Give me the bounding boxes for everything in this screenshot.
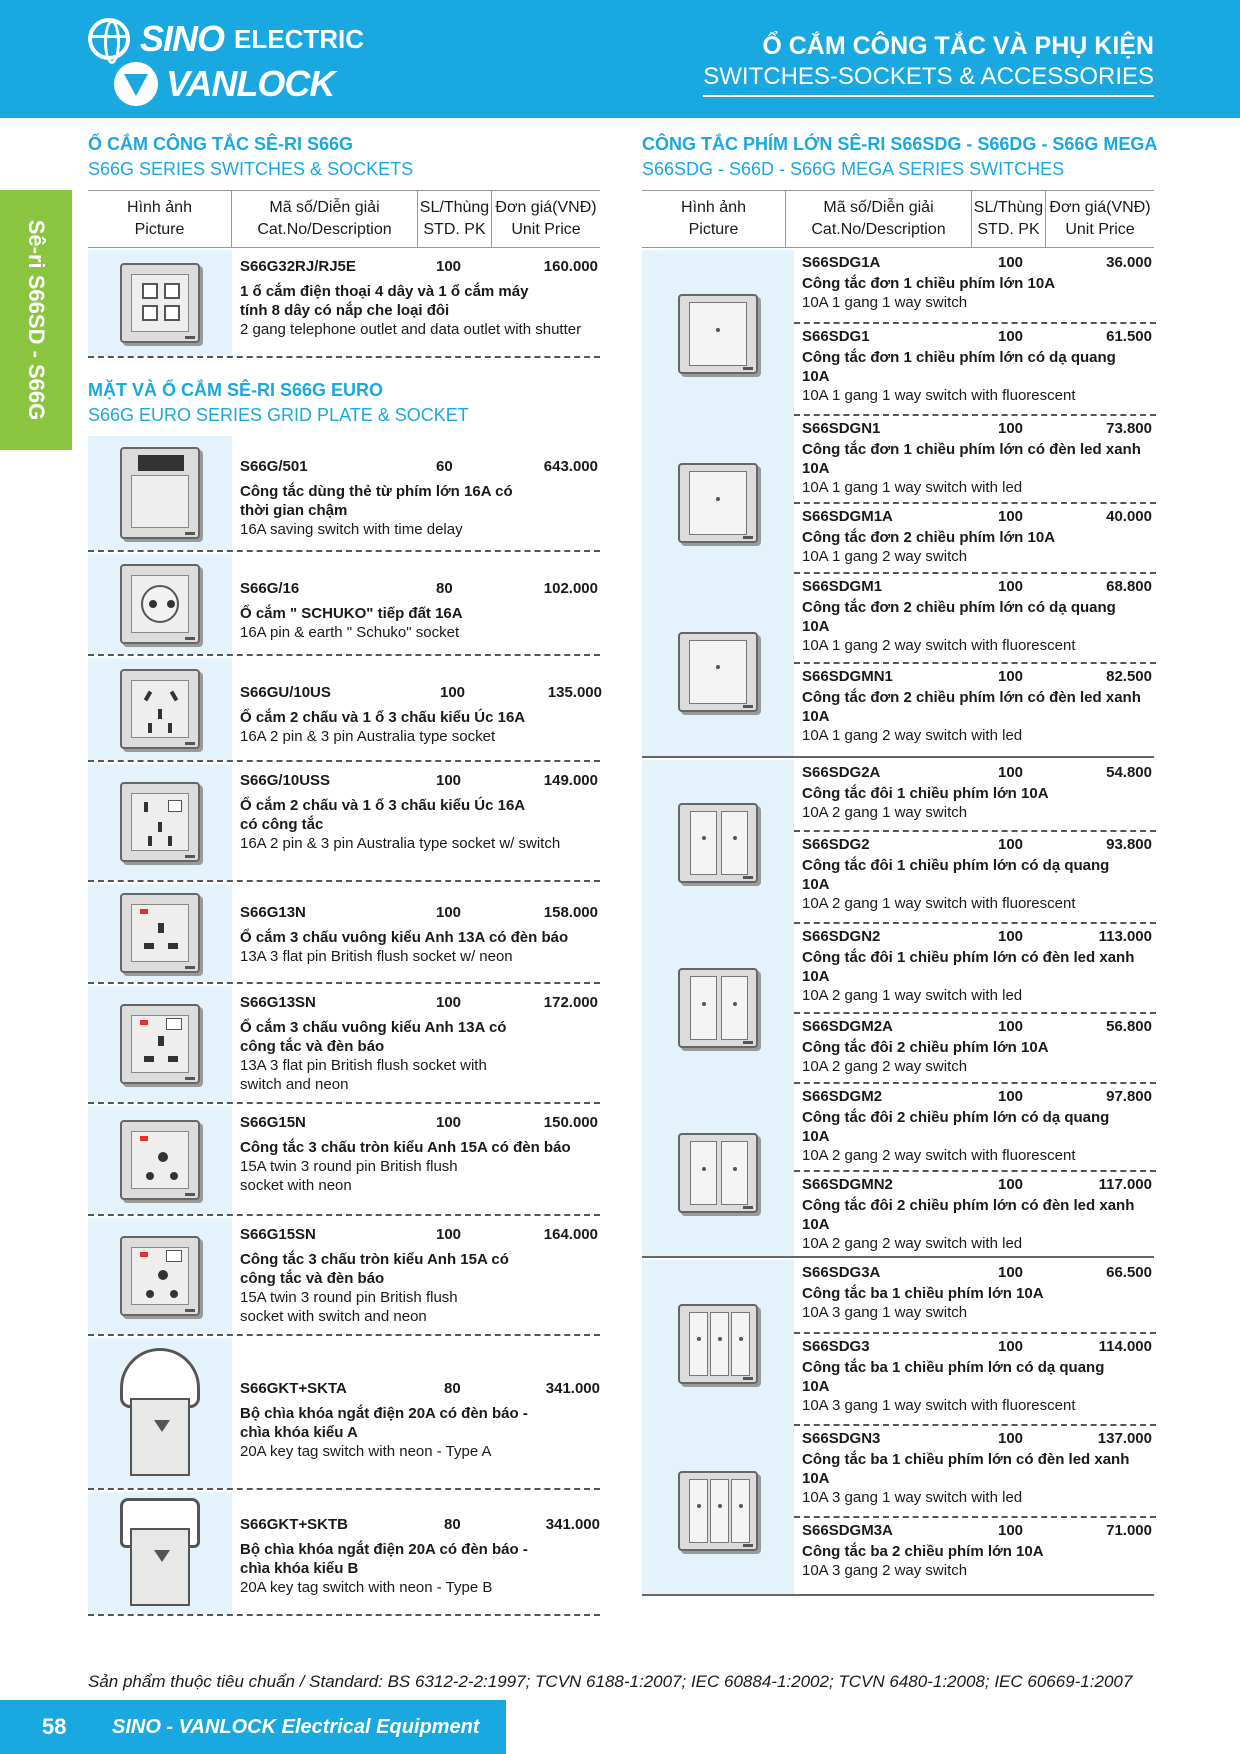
product-desc-en: 10A 2 gang 1 way switch with led (802, 987, 1023, 1004)
product-price: 61.500 (1106, 328, 1152, 345)
product-item (794, 1518, 1156, 1588)
product-code: S66GKT+SKTB (240, 1516, 348, 1533)
product-desc-en: 10A 3 gang 1 way switch with led (802, 1489, 1023, 1506)
product-item (794, 324, 1156, 416)
product-price: 114.000 (1098, 1338, 1152, 1355)
col-picture-en: Picture (134, 221, 185, 238)
data-outlet-icon (120, 263, 200, 343)
product-code: S66SDGMN2 (802, 1176, 893, 1193)
header-bar (0, 0, 1240, 118)
product-info (232, 764, 600, 880)
product-desc-vn: Ổ cắm 2 chấu và 1 ổ 3 chấu kiểu Úc 16A có công tắc (240, 797, 525, 833)
product-qty: 80 (436, 580, 453, 597)
product-desc-vn: Ổ cắm 2 chấu và 1 ổ 3 chấu kiểu Úc 16A (240, 709, 526, 726)
product-item (794, 1260, 1156, 1334)
section-title-en: S66SDG - S66D - S66G MEGA SERIES SWITCHES (642, 159, 1065, 179)
product-items (794, 250, 1156, 756)
footer-bar (0, 1700, 506, 1754)
product-info (232, 554, 600, 654)
col-desc-vn: Mã số/Diễn giải (269, 199, 380, 216)
product-price: 82.500 (1106, 668, 1152, 685)
col-desc-vn: Mã số/Diễn giải (823, 199, 934, 216)
product-desc-en: 15A twin 3 round pin British flush socket with neon (240, 1158, 458, 1194)
product-code: S66G13N (240, 904, 306, 921)
product-desc-vn: Công tắc 3 chấu tròn kiểu Anh 15A có đèn báo (240, 1139, 571, 1156)
product-price: 68.800 (1106, 578, 1152, 595)
product-code: S66SDGN2 (802, 928, 881, 945)
product-pictures (642, 1260, 794, 1594)
side-tab-label: Sê-ri S66SD - S66G (24, 219, 49, 421)
product-price: 135.000 (547, 684, 602, 701)
switch-2-gang-icon (678, 1133, 758, 1213)
product-code: S66G/501 (240, 458, 308, 475)
product-desc-vn: Công tắc ba 2 chiều phím lớn 10A (802, 1543, 1044, 1560)
australia-switched-socket-icon (120, 782, 200, 862)
product-desc-en: 16A pin & earth " Schuko" socket (240, 624, 460, 641)
product-picture (88, 1106, 232, 1214)
product-item (794, 504, 1156, 574)
product-row (88, 986, 600, 1104)
col-qty-en: STD. PK (977, 221, 1040, 238)
product-desc-vn: Công tắc ba 1 chiều phím lớn 10A (802, 1285, 1044, 1302)
product-code: S66SDG2A (802, 764, 881, 781)
product-row (88, 764, 600, 882)
side-tab (0, 190, 72, 450)
product-row (88, 884, 600, 984)
product-price: 160.000 (543, 258, 598, 275)
product-picture (88, 1338, 232, 1488)
product-qty: 80 (444, 1380, 461, 1397)
product-desc-vn: Công tắc 3 chấu tròn kiểu Anh 15A có công tắc và đèn báo (240, 1251, 509, 1287)
product-qty: 100 (436, 772, 462, 789)
product-desc-vn: Công tắc ba 1 chiều phím lớn có dạ quang 10A (802, 1359, 1105, 1395)
product-code: S66GKT+SKTA (240, 1380, 347, 1397)
switch-2-gang-icon (678, 968, 758, 1048)
col-picture-en: Picture (688, 221, 739, 238)
product-desc-en: 2 gang telephone outlet and data outlet with shutter (240, 321, 582, 338)
product-desc-vn: Công tắc đơn 2 chiều phím lớn có đèn led xanh 10A (802, 689, 1141, 725)
switch-1-gang-icon (678, 294, 758, 374)
product-row (88, 250, 600, 358)
product-info (232, 1338, 600, 1488)
product-price: 341.000 (545, 1380, 600, 1397)
product-desc-en: 20A key tag switch with neon - Type B (240, 1579, 493, 1596)
product-qty: 100 (436, 1114, 462, 1131)
product-price: 56.800 (1106, 1018, 1152, 1035)
product-code: S66G15N (240, 1114, 306, 1131)
product-row (88, 554, 600, 656)
product-desc-en: 10A 3 gang 1 way switch (802, 1304, 968, 1321)
product-qty: 100 (998, 764, 1024, 781)
product-qty: 100 (998, 1522, 1024, 1539)
product-desc-vn: Công tắc đôi 2 chiều phím lớn 10A (802, 1039, 1049, 1056)
product-item (794, 1014, 1156, 1084)
product-desc-en: 15A twin 3 round pin British flush socket with switch and neon (240, 1289, 458, 1325)
product-desc-vn: Ổ cắm 3 chấu vuông kiểu Anh 13A có công tắc và đèn báo (240, 1019, 507, 1055)
col-picture (642, 191, 786, 247)
product-price: 164.000 (543, 1226, 598, 1243)
product-desc-vn: 1 ổ cắm điện thoại 4 dây và 1 ổ cắm máy tính 8 dây có nắp che loại đôi (240, 283, 529, 319)
product-group-1-gang (642, 250, 1154, 758)
product-price: 71.000 (1106, 1522, 1152, 1539)
col-picture (88, 191, 232, 247)
product-items (794, 760, 1156, 1256)
product-code: S66SDGM1A (802, 508, 893, 525)
product-desc-en: 10A 1 gang 2 way switch with led (802, 727, 1023, 744)
british-switched-socket-icon (120, 1004, 200, 1084)
product-qty: 60 (436, 458, 453, 475)
vanlock-logo (114, 62, 334, 106)
schuko-socket-icon (120, 564, 200, 644)
product-desc-vn: Công tắc đơn 1 chiều phím lớn có đèn led xanh 10A (802, 441, 1141, 477)
switch-3-gang-icon (678, 1471, 758, 1551)
product-qty: 100 (998, 1018, 1024, 1035)
product-item (794, 1084, 1156, 1172)
product-info (232, 436, 600, 550)
col-description (786, 191, 972, 247)
product-desc-vn: Công tắc đôi 1 chiều phím lớn có dạ quang 10A (802, 857, 1110, 893)
col-description (232, 191, 418, 247)
product-price: 172.000 (543, 994, 598, 1011)
product-desc-vn: Công tắc đơn 1 chiều phím lớn có dạ quang 10A (802, 349, 1116, 385)
product-qty: 100 (436, 1226, 462, 1243)
product-qty: 100 (436, 994, 462, 1011)
product-info (232, 658, 602, 760)
col-price-en: Unit Price (511, 221, 581, 238)
product-price: 117.000 (1098, 1176, 1152, 1193)
product-qty: 100 (998, 928, 1024, 945)
product-price: 102.000 (543, 580, 598, 597)
product-pictures (642, 250, 794, 756)
product-info (232, 986, 600, 1102)
product-price: 97.800 (1106, 1088, 1152, 1105)
section-title-en: S66G EURO SERIES GRID PLATE & SOCKET (88, 405, 469, 425)
product-qty: 100 (998, 1264, 1024, 1281)
product-item (794, 1426, 1156, 1518)
product-price: 137.000 (1097, 1430, 1152, 1447)
product-qty: 100 (998, 1430, 1024, 1447)
col-picture-vn: Hình ảnh (681, 199, 746, 216)
product-row (88, 1492, 600, 1616)
brand-vanlock: VANLOCK (166, 63, 335, 104)
product-qty: 100 (436, 258, 462, 275)
product-code: S66SDGM3A (802, 1522, 893, 1539)
product-qty: 100 (998, 836, 1024, 853)
product-picture (88, 884, 232, 982)
product-desc-en: 10A 1 gang 1 way switch with fluorescent (802, 387, 1076, 404)
page-title-en: SWITCHES-SOCKETS & ACCESSORIES (703, 63, 1154, 97)
product-desc-vn: Công tắc đôi 1 chiều phím lớn 10A (802, 785, 1049, 802)
product-group-2-gang (642, 760, 1154, 1258)
product-code: S66SDG3A (802, 1264, 881, 1281)
product-picture (88, 764, 232, 880)
product-code: S66SDG1A (802, 254, 881, 271)
product-desc-en: 10A 2 gang 2 way switch with fluorescent (802, 1147, 1076, 1164)
product-desc-vn: Công tắc đơn 2 chiều phím lớn có dạ quang 10A (802, 599, 1116, 635)
product-desc-vn: Bộ chìa khóa ngắt điện 20A có đèn báo - chìa khóa kiểu A (240, 1405, 528, 1441)
product-item (794, 832, 1156, 924)
product-desc-en: 10A 2 gang 2 way switch (802, 1058, 968, 1075)
product-desc-vn: Công tắc đơn 2 chiều phím lớn 10A (802, 529, 1056, 546)
product-code: S66G/10USS (240, 772, 331, 789)
product-code: S66SDGMN1 (802, 668, 893, 685)
product-qty: 100 (998, 254, 1024, 271)
product-item (794, 416, 1156, 504)
product-price: 341.000 (545, 1516, 600, 1533)
product-desc-en: 20A key tag switch with neon - Type A (240, 1443, 492, 1460)
product-picture (88, 658, 232, 760)
product-price: 150.000 (543, 1114, 598, 1131)
product-code: S66SDGN1 (802, 420, 881, 437)
product-desc-en: 10A 1 gang 1 way switch with led (802, 479, 1023, 496)
product-qty: 100 (998, 1088, 1024, 1105)
product-info (232, 1218, 600, 1334)
product-picture (88, 554, 232, 654)
product-item (794, 760, 1156, 832)
product-price: 73.800 (1106, 420, 1152, 437)
product-desc-vn: Công tắc dùng thẻ từ phím lớn 16A có thời gian chậm (240, 483, 513, 519)
standards-note: Sản phẩm thuộc tiêu chuẩn / Standard: BS 6312-2-2:1997; TCVN 6188-1:2007; IEC 60884-1:2002; TCVN 6480-1:2008; IEC 60669-1:2007 (88, 1672, 1133, 1691)
switch-1-gang-icon (678, 463, 758, 543)
product-row (88, 1106, 600, 1216)
product-desc-en: 10A 1 gang 1 way switch (802, 294, 968, 311)
product-desc-vn: Bộ chìa khóa ngắt điện 20A có đèn báo - chìa khóa kiểu B (240, 1541, 528, 1577)
product-desc-vn: Công tắc đôi 2 chiều phím lớn có dạ quang 10A (802, 1109, 1110, 1145)
product-desc-vn: Công tắc đôi 2 chiều phím lớn có đèn led xanh 10A (802, 1197, 1135, 1233)
page-number: 58 (42, 1714, 67, 1739)
product-desc-en: 13A 3 flat pin British flush socket with switch and neon (240, 1057, 487, 1093)
left-section-heading (88, 134, 413, 180)
product-price: 113.000 (1098, 928, 1152, 945)
section-title-vn: Ổ CẮM CÔNG TẮC SÊ-RI S66G (88, 134, 354, 154)
switch-3-gang-icon (678, 1304, 758, 1384)
product-price: 158.000 (543, 904, 598, 921)
product-desc-en: 10A 1 gang 2 way switch with fluorescent (802, 637, 1076, 654)
product-code: S66SDGN3 (802, 1430, 881, 1447)
product-desc-vn: Ổ cắm 3 chấu vuông kiểu Anh 13A có đèn báo (240, 929, 569, 946)
product-info (232, 1492, 600, 1614)
product-desc-en: 10A 2 gang 1 way switch (802, 804, 968, 821)
col-qty-en: STD. PK (423, 221, 486, 238)
switch-2-gang-icon (678, 803, 758, 883)
product-picture (88, 1492, 232, 1614)
key-tag-b-icon (110, 1498, 210, 1608)
product-desc-en: 10A 1 gang 2 way switch (802, 548, 968, 565)
col-price-vn: Đơn giá(VNĐ) (1049, 199, 1151, 216)
british-socket-icon (120, 893, 200, 973)
product-desc-vn: Công tắc ba 1 chiều phím lớn có đèn led xanh 10A (802, 1451, 1130, 1487)
product-row (88, 1338, 600, 1490)
australia-socket-icon (120, 669, 200, 749)
product-code: S66G15SN (240, 1226, 316, 1243)
product-price: 66.500 (1106, 1264, 1152, 1281)
col-qty-vn: SL/Thùng (973, 199, 1044, 216)
product-row (88, 436, 600, 552)
product-desc-en: 10A 2 gang 1 way switch with fluorescent (802, 895, 1076, 912)
product-price: 643.000 (543, 458, 598, 475)
product-item (794, 664, 1156, 754)
col-qty-vn: SL/Thùng (419, 199, 490, 216)
product-item (794, 1172, 1156, 1256)
product-price: 149.000 (543, 772, 598, 789)
product-code: S66SDG1 (802, 328, 870, 345)
product-code: S66SDG2 (802, 836, 870, 853)
left-table-header (88, 190, 600, 248)
product-desc-vn: Công tắc đơn 1 chiều phím lớn 10A (802, 275, 1056, 292)
col-price (492, 191, 600, 247)
page-title-vn: Ổ CẮM CÔNG TẮC VÀ PHỤ KIỆN (762, 32, 1154, 60)
col-price-vn: Đơn giá(VNĐ) (495, 199, 597, 216)
product-qty: 80 (444, 1516, 461, 1533)
col-picture-vn: Hình ảnh (127, 199, 192, 216)
round-pin-socket-icon (120, 1120, 200, 1200)
product-qty: 100 (998, 328, 1024, 345)
product-code: S66SDGM2A (802, 1018, 893, 1035)
product-desc-en: 16A 2 pin & 3 pin Australia type socket w/ switch (240, 835, 561, 852)
product-item (794, 924, 1156, 1014)
product-desc-vn: Công tắc đôi 1 chiều phím lớn có đèn led xanh 10A (802, 949, 1135, 985)
product-code: S66G13SN (240, 994, 316, 1011)
product-qty: 100 (998, 1338, 1024, 1355)
product-qty: 100 (436, 904, 462, 921)
section-title-vn: CÔNG TẮC PHÍM LỚN SÊ-RI S66SDG - S66DG - S66G MEGA (642, 134, 1158, 154)
product-code: S66G/16 (240, 580, 300, 597)
product-item (794, 574, 1156, 664)
right-section-heading (642, 134, 1157, 180)
product-desc-en: 10A 3 gang 2 way switch (802, 1562, 968, 1579)
product-qty: 100 (998, 668, 1024, 685)
col-qty (418, 191, 492, 247)
product-desc-en: 16A saving switch with time delay (240, 521, 463, 538)
product-items (794, 1260, 1156, 1594)
product-qty: 100 (998, 578, 1024, 595)
switch-1-gang-icon (678, 632, 758, 712)
left-section-heading-2 (88, 380, 469, 426)
product-picture (88, 250, 232, 356)
vanlock-mark-icon (114, 62, 158, 106)
product-price: 93.800 (1106, 836, 1152, 853)
product-code: S66SDGM2 (802, 1088, 883, 1105)
right-table-header (642, 190, 1154, 248)
product-item (794, 1334, 1156, 1426)
product-row (88, 1218, 600, 1336)
globe-icon (88, 18, 130, 60)
product-desc-en: 10A 2 gang 2 way switch with led (802, 1235, 1023, 1252)
product-desc-en: 13A 3 flat pin British flush socket w/ neon (240, 948, 513, 965)
product-price: 54.800 (1106, 764, 1152, 781)
product-info (232, 884, 600, 982)
col-qty (972, 191, 1046, 247)
product-price: 36.000 (1106, 254, 1152, 271)
col-desc-en: Cat.No/Description (811, 221, 946, 238)
product-info (232, 1106, 600, 1214)
col-price-en: Unit Price (1065, 221, 1135, 238)
section-title-en: S66G SERIES SWITCHES & SOCKETS (88, 159, 414, 179)
key-tag-a-icon (110, 1348, 210, 1478)
product-code: S66G32RJ/RJ5E (240, 258, 356, 275)
footer-company: SINO - VANLOCK Electrical Equipment (112, 1715, 480, 1738)
page-title (703, 32, 1154, 97)
product-desc-vn: Ổ cắm " SCHUKO" tiếp đất 16A (240, 605, 463, 622)
col-desc-en: Cat.No/Description (257, 221, 392, 238)
product-picture (88, 436, 232, 550)
product-info (232, 250, 600, 356)
section-title-vn: MẶT VÀ Ổ CẮM SÊ-RI S66G EURO (88, 380, 384, 400)
product-desc-en: 10A 3 gang 1 way switch with fluorescent (802, 1397, 1076, 1414)
product-qty: 100 (440, 684, 466, 701)
product-qty: 100 (998, 420, 1024, 437)
product-code: S66SDGM1 (802, 578, 883, 595)
product-code: S66SDG3 (802, 1338, 870, 1355)
product-desc-en: 16A 2 pin & 3 pin Australia type socket (240, 728, 496, 745)
product-group-3-gang (642, 1260, 1154, 1596)
product-price: 40.000 (1106, 508, 1152, 525)
product-picture (88, 986, 232, 1102)
product-item (794, 250, 1156, 324)
product-pictures (642, 760, 794, 1256)
brand-sino: SINO (140, 18, 225, 59)
brand-electric: ELECTRIC (234, 23, 365, 54)
product-row (88, 658, 600, 762)
card-switch-icon (120, 447, 200, 539)
product-qty: 100 (998, 1176, 1024, 1193)
round-pin-switched-socket-icon (120, 1236, 200, 1316)
product-picture (88, 1218, 232, 1334)
product-code: S66GU/10US (240, 684, 331, 701)
product-qty: 100 (998, 508, 1024, 525)
sino-logo (88, 18, 364, 60)
col-price (1046, 191, 1154, 247)
